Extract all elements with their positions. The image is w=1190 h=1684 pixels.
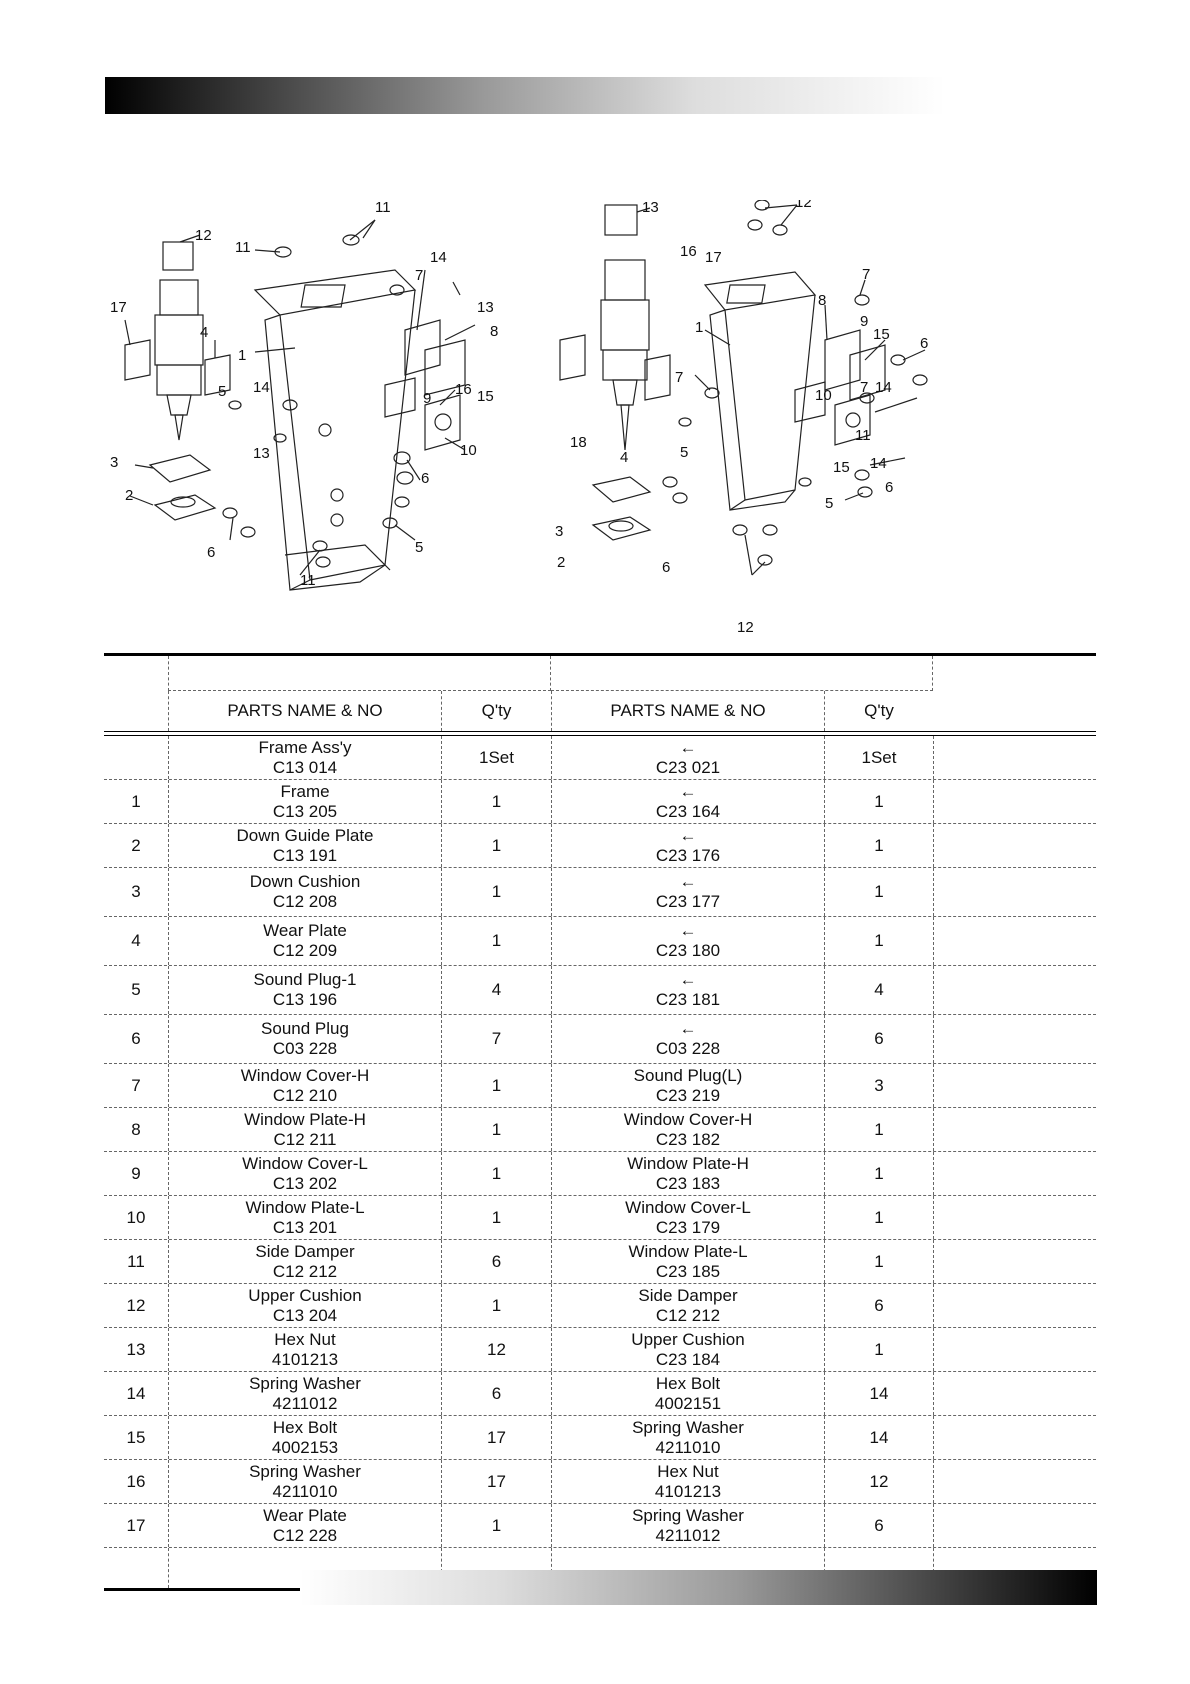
part-number-left: C03 228 bbox=[272, 1039, 338, 1058]
qty-left: 1 bbox=[441, 917, 551, 965]
table-row bbox=[104, 1416, 1096, 1460]
part-left bbox=[168, 1152, 441, 1195]
qty-left: 17 bbox=[441, 1460, 551, 1503]
part-name-left: Frame Ass'y bbox=[258, 737, 352, 757]
part-right bbox=[551, 1416, 824, 1459]
svg-text:15: 15 bbox=[477, 388, 494, 405]
diagram-svg bbox=[105, 200, 1035, 640]
remarks-cell bbox=[933, 1328, 1096, 1371]
part-left bbox=[168, 868, 441, 916]
model-cell-left bbox=[168, 656, 551, 691]
left-assembly bbox=[110, 200, 498, 590]
item-number bbox=[104, 736, 168, 779]
qty-right: 14 bbox=[824, 1372, 933, 1415]
svg-text:10: 10 bbox=[460, 442, 477, 459]
part-name-left: Spring Washer bbox=[249, 1461, 361, 1481]
svg-text:2: 2 bbox=[125, 487, 134, 504]
qty-right: 1 bbox=[824, 1328, 933, 1371]
remarks-cell bbox=[933, 736, 1096, 779]
part-name-right: Spring Washer bbox=[632, 1417, 744, 1437]
item-number: 15 bbox=[126, 1427, 146, 1447]
part-right bbox=[551, 1504, 824, 1547]
svg-text:14: 14 bbox=[253, 379, 270, 396]
part-number-left: 4101213 bbox=[271, 1349, 339, 1369]
part-left bbox=[168, 1240, 441, 1283]
qty-left: 6 bbox=[441, 1372, 551, 1415]
table-body bbox=[104, 736, 1096, 1548]
svg-text:5: 5 bbox=[415, 539, 424, 556]
item-number: 6 bbox=[131, 1029, 141, 1048]
part-number-right: C03 228 bbox=[655, 1039, 721, 1058]
svg-text:14: 14 bbox=[870, 455, 887, 472]
remarks-cell bbox=[933, 780, 1096, 823]
part-left bbox=[168, 1284, 441, 1327]
svg-text:9: 9 bbox=[423, 390, 432, 407]
qty-right: 4 bbox=[824, 966, 933, 1014]
part-name-right: ← bbox=[679, 737, 697, 757]
remarks-cell bbox=[933, 868, 1096, 916]
table-row bbox=[104, 966, 1096, 1015]
part-number-left: 4002153 bbox=[271, 1437, 339, 1457]
part-name-left: Window Plate-H bbox=[244, 1109, 366, 1129]
svg-text:6: 6 bbox=[662, 559, 671, 576]
svg-text:16: 16 bbox=[455, 381, 472, 398]
qty-left: 1 bbox=[441, 868, 551, 916]
part-right bbox=[551, 1196, 824, 1239]
qty-left: 1 bbox=[441, 1504, 551, 1547]
svg-text:6: 6 bbox=[885, 479, 894, 496]
part-right bbox=[551, 868, 824, 916]
svg-text:8: 8 bbox=[818, 292, 827, 309]
part-number-left: C12 210 bbox=[272, 1085, 338, 1105]
svg-text:12: 12 bbox=[737, 619, 754, 636]
part-name-right: Spring Washer bbox=[632, 1505, 744, 1525]
qty-right: 3 bbox=[824, 1064, 933, 1107]
part-name-left: Spring Washer bbox=[249, 1373, 361, 1393]
svg-text:2: 2 bbox=[557, 554, 566, 571]
svg-text:14: 14 bbox=[875, 379, 892, 396]
svg-text:7: 7 bbox=[860, 379, 869, 396]
part-number-left: 4211012 bbox=[272, 1393, 338, 1413]
part-name-left: Sound Plug-1 bbox=[253, 970, 357, 989]
qty-right: 1 bbox=[824, 824, 933, 867]
part-number-left: C13 196 bbox=[272, 990, 338, 1009]
part-name-right: Hex Nut bbox=[657, 1461, 719, 1481]
part-name-right: Window Cover-L bbox=[625, 1197, 751, 1217]
parts-table bbox=[104, 653, 1096, 1591]
qty-left: 1 bbox=[441, 1108, 551, 1151]
table-row bbox=[104, 868, 1096, 917]
part-number-left: C12 211 bbox=[273, 1129, 337, 1149]
item-number: 7 bbox=[131, 1075, 141, 1095]
part-name-left: Upper Cushion bbox=[248, 1285, 362, 1305]
svg-text:1: 1 bbox=[695, 319, 704, 336]
part-right bbox=[551, 917, 824, 965]
qty-left: 1 bbox=[441, 1284, 551, 1327]
qty-left: 1 bbox=[441, 780, 551, 823]
part-number-right: C23 164 bbox=[655, 801, 721, 821]
item-number: 13 bbox=[126, 1339, 146, 1359]
qty-right: 1 bbox=[824, 868, 933, 916]
part-number-right: C23 184 bbox=[655, 1349, 721, 1369]
table-row bbox=[104, 1284, 1096, 1328]
table-row bbox=[104, 917, 1096, 966]
part-number-left: C13 191 bbox=[272, 845, 338, 865]
part-name-right: Window Plate-L bbox=[628, 1241, 748, 1261]
footer-gradient-bar bbox=[300, 1570, 1097, 1605]
table-row bbox=[104, 1152, 1096, 1196]
part-number-left: C12 209 bbox=[272, 941, 338, 960]
part-number-left: C13 205 bbox=[272, 801, 338, 821]
qty-left: 1 bbox=[441, 824, 551, 867]
table-row bbox=[104, 1372, 1096, 1416]
part-right bbox=[551, 1152, 824, 1195]
qty-left: 1 bbox=[441, 1152, 551, 1195]
svg-text:1: 1 bbox=[238, 347, 247, 364]
part-right bbox=[551, 1240, 824, 1283]
part-number-right: 4101213 bbox=[654, 1481, 722, 1501]
qty-right: 6 bbox=[824, 1504, 933, 1547]
part-name-right: Hex Bolt bbox=[655, 1373, 721, 1393]
part-name-right: Upper Cushion bbox=[631, 1329, 745, 1349]
svg-text:6: 6 bbox=[421, 470, 430, 487]
item-number: 16 bbox=[126, 1471, 146, 1491]
item-number: 17 bbox=[126, 1515, 146, 1535]
svg-text:15: 15 bbox=[873, 326, 890, 343]
part-name-right: ← bbox=[679, 1019, 697, 1038]
svg-text:10: 10 bbox=[815, 387, 832, 404]
part-number-right: C23 185 bbox=[655, 1261, 721, 1281]
part-right bbox=[551, 1284, 824, 1327]
part-right bbox=[551, 966, 824, 1014]
svg-text:5: 5 bbox=[680, 444, 689, 461]
qty-left: 12 bbox=[441, 1328, 551, 1371]
svg-text:13: 13 bbox=[642, 200, 659, 216]
part-right bbox=[551, 736, 824, 779]
svg-text:18: 18 bbox=[570, 434, 587, 451]
part-left bbox=[168, 1015, 441, 1063]
part-right bbox=[551, 1372, 824, 1415]
qty-left: 4 bbox=[441, 966, 551, 1014]
part-left bbox=[168, 917, 441, 965]
part-number-right: C23 179 bbox=[655, 1217, 721, 1237]
header-gradient-bar bbox=[105, 77, 945, 114]
table-row bbox=[104, 1240, 1096, 1284]
qty-left: 1Set bbox=[441, 736, 551, 779]
svg-text:17: 17 bbox=[705, 249, 722, 266]
part-number-left: C13 201 bbox=[272, 1217, 338, 1237]
part-number-right: C12 212 bbox=[655, 1305, 721, 1325]
part-number-right: C23 021 bbox=[655, 757, 721, 777]
part-name-left: Hex Bolt bbox=[272, 1417, 338, 1437]
item-number: 14 bbox=[126, 1383, 146, 1403]
part-number-right: C23 177 bbox=[655, 892, 721, 911]
part-number-right: C23 176 bbox=[655, 845, 721, 865]
qty-right: 1 bbox=[824, 1196, 933, 1239]
part-number-right: 4002151 bbox=[654, 1393, 722, 1413]
column-header-qty-left: Q'ty bbox=[441, 691, 551, 731]
part-name-left: Down Guide Plate bbox=[236, 825, 374, 845]
svg-text:11: 11 bbox=[235, 239, 251, 256]
remarks-cell bbox=[933, 1460, 1096, 1503]
part-left bbox=[168, 780, 441, 823]
svg-text:9: 9 bbox=[860, 313, 869, 330]
svg-text:17: 17 bbox=[110, 299, 127, 316]
remarks-cell bbox=[933, 1504, 1096, 1547]
remarks-cell bbox=[933, 1240, 1096, 1283]
part-number-right: C23 219 bbox=[655, 1085, 721, 1105]
svg-text:16: 16 bbox=[680, 243, 697, 260]
exploded-parts-diagram bbox=[105, 200, 1035, 640]
part-name-right: ← bbox=[679, 921, 697, 940]
remarks-cell bbox=[933, 1416, 1096, 1459]
part-name-right: Sound Plug(L) bbox=[633, 1065, 743, 1085]
part-name-left: Wear Plate bbox=[263, 1505, 347, 1525]
remarks-cell bbox=[933, 1284, 1096, 1327]
part-number-left: C13 014 bbox=[272, 757, 338, 777]
remarks-cell bbox=[933, 1372, 1096, 1415]
table-row bbox=[104, 1328, 1096, 1372]
part-right bbox=[551, 1460, 824, 1503]
part-left bbox=[168, 1504, 441, 1547]
part-left bbox=[168, 824, 441, 867]
qty-right: 1 bbox=[824, 780, 933, 823]
svg-text:6: 6 bbox=[920, 335, 929, 352]
qty-right: 12 bbox=[824, 1460, 933, 1503]
part-number-right: C23 182 bbox=[655, 1129, 721, 1149]
table-row bbox=[104, 736, 1096, 780]
part-name-left: Sound Plug bbox=[261, 1019, 349, 1038]
part-number-left: C12 228 bbox=[272, 1525, 338, 1545]
table-row bbox=[104, 1108, 1096, 1152]
part-right bbox=[551, 1108, 824, 1151]
part-name-right: ← bbox=[679, 781, 697, 801]
part-number-left: C12 212 bbox=[272, 1261, 338, 1281]
part-name-right: Side Damper bbox=[638, 1285, 738, 1305]
part-name-right: ← bbox=[679, 825, 697, 845]
part-number-right: 4211010 bbox=[655, 1437, 721, 1457]
remarks-cell bbox=[933, 1108, 1096, 1151]
item-number: 5 bbox=[131, 980, 141, 999]
part-number-left: C13 204 bbox=[272, 1305, 338, 1325]
svg-text:14: 14 bbox=[430, 249, 447, 266]
part-number-right: C23 180 bbox=[655, 941, 721, 960]
part-name-left: Window Plate-L bbox=[245, 1197, 365, 1217]
part-right bbox=[551, 780, 824, 823]
remarks-cell bbox=[933, 1196, 1096, 1239]
part-number-left: 4211010 bbox=[272, 1481, 338, 1501]
qty-right: 1 bbox=[824, 1152, 933, 1195]
qty-left: 6 bbox=[441, 1240, 551, 1283]
remarks-cell bbox=[933, 1064, 1096, 1107]
part-left bbox=[168, 736, 441, 779]
qty-right: 1Set bbox=[824, 736, 933, 779]
remarks-cell bbox=[933, 966, 1096, 1014]
svg-text:5: 5 bbox=[218, 383, 227, 400]
part-left bbox=[168, 1108, 441, 1151]
part-left bbox=[168, 966, 441, 1014]
svg-text:5: 5 bbox=[825, 495, 834, 512]
part-name-right: Window Plate-H bbox=[627, 1153, 749, 1173]
part-left bbox=[168, 1416, 441, 1459]
svg-text:15: 15 bbox=[833, 459, 850, 476]
svg-text:6: 6 bbox=[207, 544, 216, 561]
qty-left: 7 bbox=[441, 1015, 551, 1063]
part-name-left: Window Cover-H bbox=[240, 1065, 370, 1085]
remarks-cell bbox=[933, 1152, 1096, 1195]
remarks-cell bbox=[933, 1015, 1096, 1063]
svg-text:3: 3 bbox=[555, 523, 564, 540]
part-name-right: ← bbox=[679, 872, 697, 891]
svg-text:4: 4 bbox=[620, 449, 629, 466]
item-number: 3 bbox=[131, 882, 141, 901]
qty-right: 6 bbox=[824, 1015, 933, 1063]
remarks-cell bbox=[933, 917, 1096, 965]
svg-text:8: 8 bbox=[490, 323, 499, 340]
part-right bbox=[551, 1328, 824, 1371]
part-right bbox=[551, 1015, 824, 1063]
qty-right: 1 bbox=[824, 1108, 933, 1151]
table-row bbox=[104, 1015, 1096, 1064]
svg-text:11: 11 bbox=[300, 572, 316, 589]
svg-text:13: 13 bbox=[477, 299, 494, 316]
item-number: 10 bbox=[126, 1207, 146, 1227]
qty-right: 14 bbox=[824, 1416, 933, 1459]
model-cell-right bbox=[551, 656, 933, 691]
item-number: 12 bbox=[126, 1295, 146, 1315]
svg-text:12: 12 bbox=[795, 200, 812, 211]
model-header-row bbox=[104, 656, 1096, 691]
part-name-left: Wear Plate bbox=[263, 921, 347, 940]
svg-text:7: 7 bbox=[862, 266, 871, 283]
part-name-left: Hex Nut bbox=[274, 1329, 336, 1349]
part-name-right: Window Cover-H bbox=[623, 1109, 753, 1129]
item-number: 4 bbox=[131, 931, 141, 950]
part-name-right: ← bbox=[679, 970, 697, 989]
table-row bbox=[104, 1504, 1096, 1548]
svg-text:13: 13 bbox=[253, 445, 270, 462]
part-name-left: Down Cushion bbox=[249, 872, 361, 891]
part-left bbox=[168, 1328, 441, 1371]
column-header-row bbox=[104, 691, 1096, 731]
part-left bbox=[168, 1196, 441, 1239]
part-number-left: C12 208 bbox=[272, 892, 338, 911]
table-row bbox=[104, 780, 1096, 824]
part-name-left: Frame bbox=[280, 781, 330, 801]
item-number: 8 bbox=[131, 1119, 141, 1139]
part-right bbox=[551, 1064, 824, 1107]
svg-text:4: 4 bbox=[200, 324, 209, 341]
qty-right: 1 bbox=[824, 917, 933, 965]
qty-right: 1 bbox=[824, 1240, 933, 1283]
qty-left: 1 bbox=[441, 1064, 551, 1107]
column-header-qty-right: Q'ty bbox=[824, 691, 933, 731]
svg-text:7: 7 bbox=[415, 267, 424, 284]
part-name-left: Side Damper bbox=[255, 1241, 355, 1261]
part-number-right: 4211012 bbox=[655, 1525, 721, 1545]
column-header-parts-left: PARTS NAME & NO bbox=[168, 691, 441, 731]
table-row bbox=[104, 1196, 1096, 1240]
item-number: 2 bbox=[131, 835, 141, 855]
part-number-right: C23 183 bbox=[655, 1173, 721, 1193]
remarks-cell bbox=[933, 824, 1096, 867]
part-number-right: C23 181 bbox=[655, 990, 721, 1009]
right-assembly bbox=[555, 200, 928, 636]
qty-right: 6 bbox=[824, 1284, 933, 1327]
part-left bbox=[168, 1064, 441, 1107]
qty-left: 17 bbox=[441, 1416, 551, 1459]
part-right bbox=[551, 824, 824, 867]
part-left bbox=[168, 1372, 441, 1415]
part-number-left: C13 202 bbox=[272, 1173, 338, 1193]
svg-text:12: 12 bbox=[195, 227, 212, 244]
item-number: 1 bbox=[131, 791, 141, 811]
table-row bbox=[104, 1460, 1096, 1504]
svg-text:3: 3 bbox=[110, 454, 119, 471]
item-number: 11 bbox=[127, 1251, 145, 1271]
part-name-left: Window Cover-L bbox=[242, 1153, 368, 1173]
table-row bbox=[104, 824, 1096, 868]
part-left bbox=[168, 1460, 441, 1503]
table-row bbox=[104, 1064, 1096, 1108]
column-header-parts-right: PARTS NAME & NO bbox=[551, 691, 824, 731]
svg-text:11: 11 bbox=[855, 427, 871, 444]
item-number: 9 bbox=[131, 1163, 141, 1183]
svg-text:7: 7 bbox=[675, 369, 684, 386]
qty-left: 1 bbox=[441, 1196, 551, 1239]
svg-text:11: 11 bbox=[375, 200, 391, 216]
